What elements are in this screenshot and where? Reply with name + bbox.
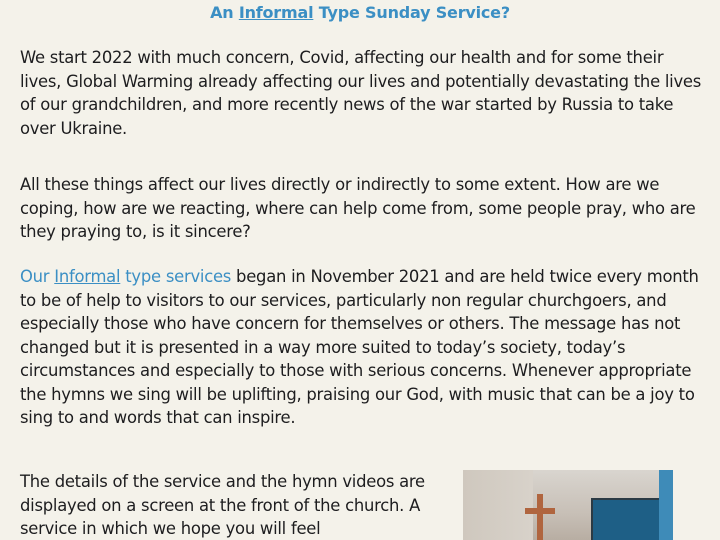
- paragraph-challenges: We start 2022 with much concern, Covid, affecting our health and for some their lives, Global Warming already affecting our lives and potentially devastating the lives of our grandchildren, and more recently news of the war started by Russia to take over Ukraine.: [20, 48, 702, 138]
- photo-edge: [659, 470, 673, 540]
- paragraph-informal-services: [20, 265, 704, 430]
- informal-services-lead: [20, 267, 231, 286]
- lead-text-1: Our: [20, 267, 55, 286]
- church-interior-photo: [463, 470, 673, 540]
- paragraph-coping: All these things affect our lives directly or indirectly to some extent. How are we coping, how are we reacting, where can help come from, some people pray, who are they praying to, is it sincere?: [20, 175, 696, 241]
- lead-underlined: Informal: [54, 267, 121, 286]
- title-suffix: Type Sunday Service?: [313, 3, 510, 22]
- title-prefix: An: [210, 3, 239, 22]
- page-title: [0, 3, 720, 22]
- projection-screen: [591, 498, 661, 540]
- photo-wall: [463, 470, 533, 540]
- cross-icon-vertical: [537, 494, 543, 540]
- paragraph-service-details: The details of the service and the hymn videos are displayed on a screen at the front of the church. A service in which we hope you will feel: [20, 472, 425, 538]
- cross-icon-horizontal: [525, 508, 555, 514]
- lead-text-2: type services: [120, 267, 232, 286]
- title-underlined-word: Informal: [238, 3, 314, 22]
- informal-services-body: began in November 2021 and are held twice every month to be of help to visitors to our services, particularly non regular churchgoers, and especially those who have concern for themselves or others. The message has not changed but it is presented in a way more suited to today’s society, today’s circumstances and especially to those with serious concerns. Whenever appropriate the hymns we sing will be uplifting, praising our God, with music that can be a joy to sing to and words that can inspire.: [20, 267, 699, 427]
